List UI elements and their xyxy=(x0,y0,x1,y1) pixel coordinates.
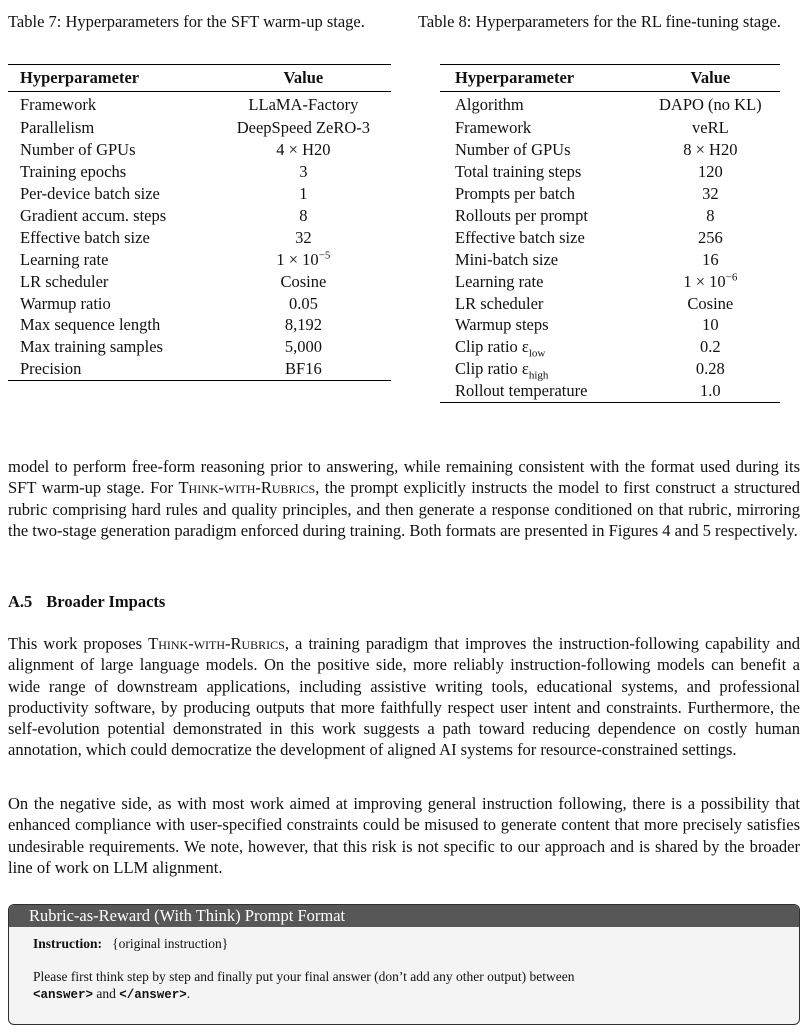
table8-cell-value: DAPO (no KL) xyxy=(659,94,762,114)
table8-cell-value: $1 \times 10^{-6}$ xyxy=(683,271,738,291)
prompt-box-body xyxy=(9,927,799,1004)
table8-caption: Table 8: Hyperparameters for the RL fine-tuning stage. xyxy=(418,12,781,31)
table8-cell-value: 8 × H20 xyxy=(683,140,738,160)
table7-row xyxy=(8,336,391,358)
table7-cell-name: Number of GPUs xyxy=(20,140,136,160)
table8-row xyxy=(440,118,780,140)
table8-cell-value: 120 xyxy=(697,162,723,182)
table8-cell-name: Number of GPUs xyxy=(455,140,571,160)
table7-cell-value: 8 xyxy=(299,206,308,225)
table7-cell-value: 4 × H20 xyxy=(276,140,331,160)
table7-cell-value: DeepSpeed ZeRO-3 xyxy=(236,118,371,138)
table7-cell-value: 0.05 xyxy=(288,293,318,313)
table7-row xyxy=(8,183,391,205)
table8-cell-name: Algorithm xyxy=(455,94,524,114)
table7-cell-value: 5,000 xyxy=(284,337,322,357)
table7-cell-value: 3 xyxy=(299,162,308,182)
table7-cell-name: Training epochs xyxy=(20,162,127,182)
table8-cell-name: Warmup steps xyxy=(455,315,549,335)
table7-row xyxy=(8,271,391,293)
table7-cell-value: $1 \times 10^{-5}$ xyxy=(276,249,331,269)
table7-row xyxy=(8,161,391,183)
table7-cell-name: Max training samples xyxy=(20,337,163,357)
table8-cell-name: Effective batch size xyxy=(455,227,585,247)
table8-row xyxy=(440,161,780,183)
table8-row xyxy=(440,293,780,315)
table7-cell-name: Parallelism xyxy=(20,118,95,138)
table7-row xyxy=(8,358,391,380)
table8-cell-name: Clip ratio $\varepsilon_{low}$ xyxy=(455,337,546,360)
table7-cell-name: Effective batch size xyxy=(20,227,150,247)
instruction-value: {original instruction} xyxy=(112,936,229,951)
table7-cell-name: LR scheduler xyxy=(20,271,109,291)
table8-cell-value: 1.0 xyxy=(641,380,780,402)
table7-row xyxy=(8,92,391,118)
table8-row xyxy=(440,139,780,161)
table8-cell-value: 8 xyxy=(706,206,715,225)
table7-cell-name: Learning rate xyxy=(20,249,109,269)
table7-row xyxy=(8,118,391,140)
table7-caption: Table 7: Hyperparameters for the SFT warm-up stage. xyxy=(8,12,365,31)
table8-row xyxy=(440,358,780,380)
table8-cell-name: Rollouts per prompt xyxy=(455,206,588,225)
table7-cell-name: Gradient accum. steps xyxy=(20,206,167,225)
table8-cell-value: 0.2 xyxy=(700,337,721,357)
table8-cell-name: Learning rate xyxy=(455,271,544,291)
table7-cell-value: Cosine xyxy=(280,271,327,291)
table7 xyxy=(8,64,391,381)
table7-row xyxy=(8,293,391,315)
table8-row xyxy=(440,380,780,402)
table8-cell-name: Framework xyxy=(455,118,532,138)
table7-cell-value: BF16 xyxy=(216,358,391,380)
table7-header-hyperparameter: Hyperparameter xyxy=(8,65,216,92)
prompt-body-text: Please first think step by step and finally put your final answer (don’t add any other output) between <answer> and </answer>. xyxy=(33,969,575,1002)
table8-header-value: Value xyxy=(641,65,780,92)
table7-cell-name: Precision xyxy=(8,358,216,380)
table8-row xyxy=(440,336,780,358)
table8-cell-value: 16 xyxy=(702,249,719,269)
table8-cell-name: Total training steps xyxy=(455,162,582,182)
table8-cell-value: 32 xyxy=(702,184,719,204)
table7-cell-value: LLaMA-Factory xyxy=(248,94,359,114)
table7-header-value: Value xyxy=(216,65,391,92)
section-number: A.5 xyxy=(8,592,33,611)
instruction-label: Instruction: xyxy=(33,936,103,951)
table8 xyxy=(440,64,780,403)
prompt-box-title: Rubric-as-Reward (With Think) Prompt Format xyxy=(9,905,799,927)
table8-cell-value: 256 xyxy=(697,227,723,247)
table8-row xyxy=(440,249,780,271)
table8-cell-name: Rollout temperature xyxy=(440,380,641,402)
table8-cell-value: 10 xyxy=(702,315,719,335)
table8-cell-name: LR scheduler xyxy=(455,293,544,313)
table7-cell-value: 1 xyxy=(299,184,308,204)
table8-cell-value: veRL xyxy=(692,118,729,138)
body-paragraph-1: model to perform free-form reasoning prior to answering, while remaining consistent with the format used during its SFT warm-up stage. For Think-with-Rubrics, the prompt explicitly instructs the model to first construct a structured rubric comprising hard rules and quality principles, and then generate a response conditioned on that rubric, mirroring the two-stage generation paradigm enforced during training. Both formats are presented in Figures 4 and 5 respectively. xyxy=(8,457,800,540)
table7-row xyxy=(8,139,391,161)
section-heading xyxy=(8,592,165,612)
table8-cell-value: 0.28 xyxy=(695,359,725,379)
table8-row xyxy=(440,227,780,249)
table8-cell-name: Clip ratio $\varepsilon_{high}$ xyxy=(455,359,549,382)
table8-row xyxy=(440,92,780,118)
prompt-format-box xyxy=(8,904,800,1025)
table8-row xyxy=(440,315,780,337)
table8-row xyxy=(440,271,780,293)
table8-cell-name: Prompts per batch xyxy=(455,184,576,204)
table7-cell-value: 8,192 xyxy=(284,315,322,335)
table7-row xyxy=(8,205,391,227)
table7-row xyxy=(8,249,391,271)
table8-cell-value: Cosine xyxy=(687,293,734,313)
table7-row xyxy=(8,315,391,337)
table7-cell-name: Per-device batch size xyxy=(20,184,160,204)
table7-row xyxy=(8,227,391,249)
table7-cell-name: Max sequence length xyxy=(20,315,161,335)
table8-row xyxy=(440,205,780,227)
table8-header-hyperparameter: Hyperparameter xyxy=(440,65,641,92)
body-paragraph-3: On the negative side, as with most work aimed at improving general instruction following, there is a possibility that enhanced compliance with user-specified constraints could be misused to generate content that more precisely satisfies undesirable requirements. We note, however, that this risk is not specific to our approach and is shared by the broader line of work on LLM alignment. xyxy=(8,794,800,877)
table7-cell-name: Warmup ratio xyxy=(20,293,111,313)
section-title: Broader Impacts xyxy=(46,592,166,611)
table7-cell-name: Framework xyxy=(20,94,97,114)
table8-cell-name: Mini-batch size xyxy=(455,249,559,269)
body-paragraph-2: This work proposes Think-with-Rubrics, a training paradigm that improves the instruction-following capability and alignment of large language models. On the positive side, more reliably instruction-following models can benefit a wide range of downstream applications, including assistive writing tools, educational systems, and professional productivity software, by producing outputs that more faithfully respect user intent and constraints. Furthermore, the self-evolution potential demonstrated in this work suggests a path toward reducing dependence on costly human annotation, which could democratize the development of aligned AI systems for resource-constrained settings. xyxy=(8,634,800,760)
table8-row xyxy=(440,183,780,205)
table7-cell-value: 32 xyxy=(295,227,312,247)
